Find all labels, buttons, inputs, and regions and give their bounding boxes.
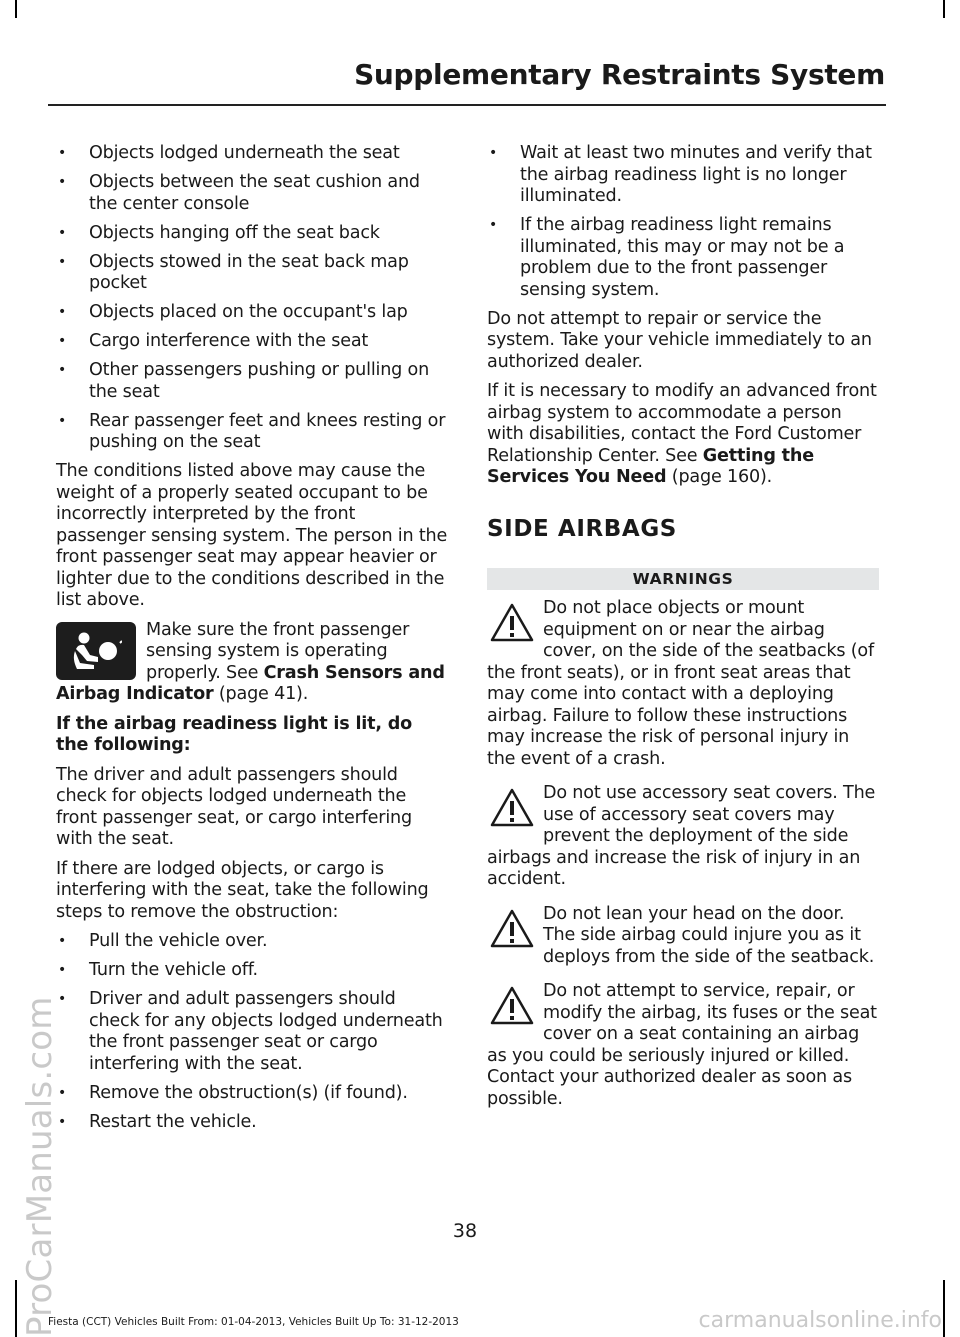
warning-text: Do not place objects or mount equipment on or near the airbag cover, on the side of the seatbacks (of the front seats), or in front seat areas that may come into contact with a deploying airbag. Failure to follow these instructions may increase the risk of personal injury in the event of a crash. (487, 598, 874, 769)
warning-item (487, 904, 879, 969)
list-item: • If the airbag readiness light remains illuminated, this may or may not be a problem due to the front passenger sensing system. (487, 215, 879, 301)
side-watermark: ProCarManuals.com (20, 996, 60, 1337)
page-title: Supplementary Restraints System (354, 58, 885, 91)
verify-list (487, 143, 879, 301)
header-rule (48, 104, 886, 106)
sensing-note-text: Make sure the front passenger sensing system is operating properly. See (146, 619, 410, 683)
lodged-objects-paragraph: If there are lodged objects, or cargo is interfering with the seat, take the following steps to remove the obstruction: (56, 858, 429, 922)
footer-vehicle-text: Fiesta (CCT) Vehicles Built From: 01-04-2013, Vehicles Built Up To: 31-12-2013 (48, 1316, 459, 1328)
conditions-paragraph: The conditions listed above may cause the weight of a properly seated occupant to be incorrectly interpreted by the front passenger sensing system. The person in the front passenger seat may appear heavier or lighter due to the conditions described in the list above. (56, 461, 448, 610)
warning-triangle-icon (489, 787, 535, 829)
crash-sensors-link[interactable]: Crash Sensors and Airbag Indicator (56, 662, 445, 704)
modify-page: (page 160). (666, 467, 773, 487)
crop-mark (943, 1280, 945, 1337)
crop-mark (943, 0, 945, 18)
warning-triangle-icon (489, 985, 535, 1027)
list-item: • Remove the obstruction(s) (if found). (56, 1083, 448, 1105)
warning-item (487, 598, 879, 770)
left-column (56, 143, 448, 1141)
bottom-watermark: carmanualsonline.info (698, 1308, 942, 1333)
warning-triangle-icon (489, 908, 535, 950)
repair-paragraph: Do not attempt to repair or service the system. Take your vehicle immediately to an authorized dealer. (487, 308, 872, 372)
warnings-label: WARNINGS (487, 568, 879, 590)
list-item: • Pull the vehicle over. (56, 931, 448, 953)
list-item: • Cargo interference with the seat (56, 331, 448, 353)
side-airbags-heading: SIDE AIRBAGS (487, 515, 677, 542)
list-item: • Wait at least two minutes and verify that the airbag readiness light is no longer illuminated. (487, 143, 879, 208)
list-item: • Objects stowed in the seat back map pocket (56, 252, 448, 295)
page-number: 38 (452, 1220, 478, 1242)
passenger-airbag-icon (56, 622, 136, 680)
removal-steps-list (56, 931, 448, 1133)
list-item: • Other passengers pushing or pulling on the seat (56, 360, 448, 403)
crop-mark (15, 1280, 17, 1337)
list-item: • Restart the vehicle. (56, 1112, 448, 1134)
list-item: • Objects placed on the occupant's lap (56, 302, 448, 324)
list-item: • Driver and adult passengers should check for any objects lodged underneath the front passenger seat or cargo interfering with the seat. (56, 989, 448, 1075)
crop-mark (15, 0, 17, 18)
warning-item (487, 783, 879, 891)
list-item: • Rear passenger feet and knees resting or pushing on the seat (56, 411, 448, 454)
obstruction-list (56, 143, 448, 454)
list-item: • Turn the vehicle off. (56, 960, 448, 982)
sensing-note-page: (page 41). (213, 684, 309, 704)
list-item: • Objects hanging off the seat back (56, 223, 448, 245)
services-link[interactable]: Getting the Services You Need (487, 445, 814, 487)
list-item: • Objects lodged underneath the seat (56, 143, 448, 165)
right-column (487, 143, 879, 1123)
driver-check-paragraph: The driver and adult passengers should check for objects lodged underneath the front passenger seat, or cargo interfering with the seat. (56, 764, 412, 849)
warning-triangle-icon (489, 602, 535, 644)
readiness-light-heading: If the airbag readiness light is lit, do the following: (56, 713, 413, 755)
warning-text: Do not attempt to service, repair, or modify the airbag, its fuses or the seat cover on a seat containing an airbag as you could be seriously injured or killed. Contact your authorized dealer as soon as possible. (487, 981, 877, 1109)
warning-item (487, 981, 879, 1110)
sensing-note (56, 620, 448, 706)
warning-text: Do not lean your head on the door. The side airbag could injure you as it deploys from the side of the seatback. (543, 903, 875, 967)
list-item: • Objects between the seat cushion and the center console (56, 172, 448, 215)
modify-paragraph (487, 381, 879, 489)
warning-text: Do not use accessory seat covers. The use of accessory seat covers may prevent the deployment of the side airbags and increase the risk of injury in an accident. (487, 783, 876, 889)
modify-text: If it is necessary to modify an advanced front airbag system to accommodate a person with disabilities, contact the Ford Customer Relationship Center. See (487, 381, 877, 466)
